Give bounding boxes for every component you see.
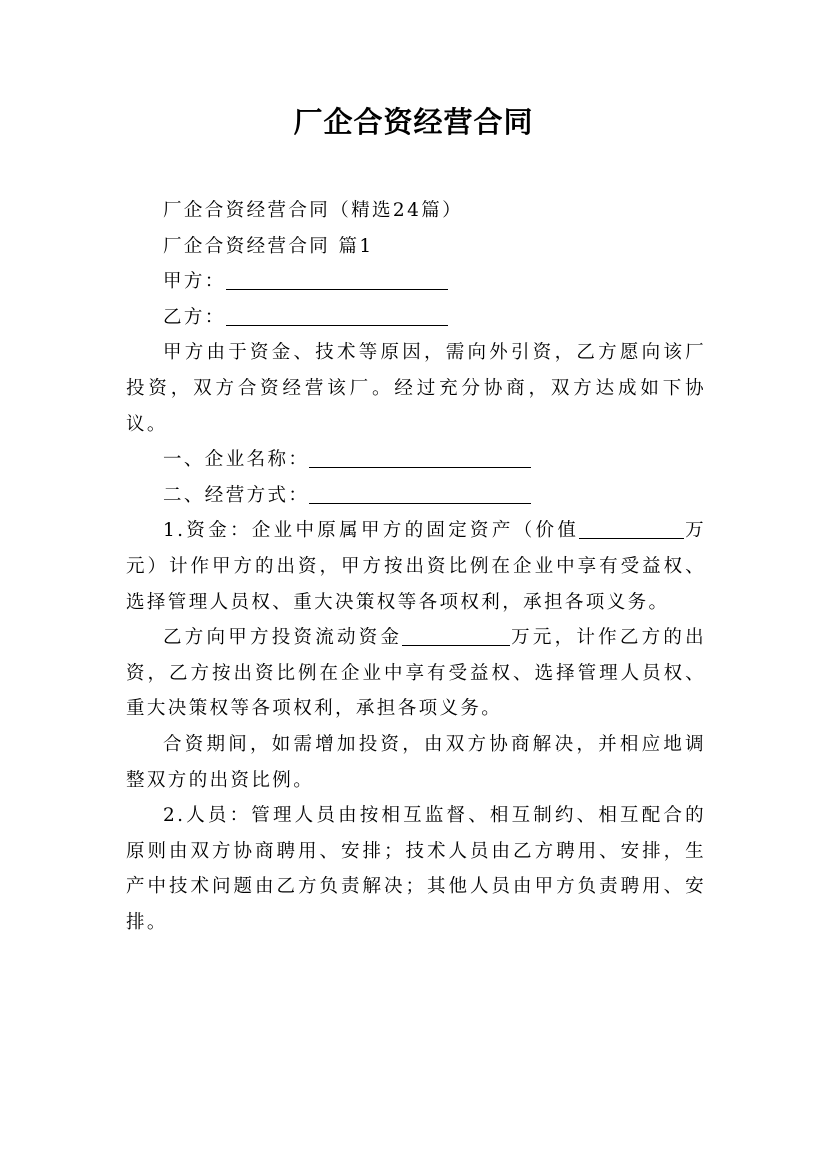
section-heading-text: 厂企合资经营合同 篇1 bbox=[163, 235, 374, 257]
clause1-paragraph bbox=[126, 513, 706, 620]
party-a-line bbox=[126, 264, 706, 300]
subtitle-paragraph bbox=[126, 193, 706, 229]
document-title: 厂企合资经营合同 bbox=[293, 105, 534, 139]
clause1c-paragraph bbox=[126, 727, 706, 798]
clause1b-prefix: 乙方向甲方投资流动资金 bbox=[163, 627, 403, 649]
clause1b-suffix: 万元，计作乙方的出资，乙方按出资比例在企业中享有受益权、选择管理人员权、重大决策权等各项权利，承担各项义务。 bbox=[126, 627, 706, 720]
party-a-label: 甲方： bbox=[163, 271, 226, 293]
intro-paragraph bbox=[126, 335, 706, 442]
clause1-suffix: 万元）计作甲方的出资，甲方按出资比例在企业中享有受益权、选择管理人员权、重大决策权等各项权利，承担各项义务。 bbox=[126, 520, 706, 613]
section-heading bbox=[126, 229, 706, 265]
clause1b-paragraph bbox=[126, 620, 706, 727]
party-b-line bbox=[126, 300, 706, 336]
subtitle-text: 厂企合资经营合同（精选24篇） bbox=[163, 200, 464, 221]
party-b-blank bbox=[226, 303, 448, 326]
fixed-asset-value-blank bbox=[579, 516, 684, 539]
clause2-text: 2.人员：管理人员由按相互监督、相互制约、相互配合的原则由双方协商聘用、安排；技术人员由乙方聘用、安排，生产中技术问题由乙方负责解决；其他人员由甲方负责聘用、安排。 bbox=[126, 805, 706, 933]
document-body bbox=[126, 193, 706, 940]
item1-label: 一、企业名称： bbox=[163, 449, 310, 471]
party-b-label: 乙方： bbox=[163, 306, 226, 328]
working-capital-blank bbox=[402, 623, 510, 646]
clause1c-text: 合资期间，如需增加投资，由双方协商解决，并相应地调整双方的出资比例。 bbox=[126, 733, 706, 791]
item2-line bbox=[126, 478, 706, 514]
item2-label: 二、经营方式： bbox=[163, 484, 310, 506]
clause1-prefix: 1.资金：企业中原属甲方的固定资产（价值 bbox=[163, 520, 580, 542]
party-a-blank bbox=[226, 267, 448, 290]
company-name-blank bbox=[309, 445, 531, 468]
intro-text: 甲方由于资金、技术等原因，需向外引资，乙方愿向该厂投资，双方合资经营该厂。经过充分协商，双方达成如下协议。 bbox=[126, 342, 706, 435]
business-mode-blank bbox=[309, 481, 531, 504]
clause2-paragraph bbox=[126, 798, 706, 940]
item1-line bbox=[126, 442, 706, 478]
